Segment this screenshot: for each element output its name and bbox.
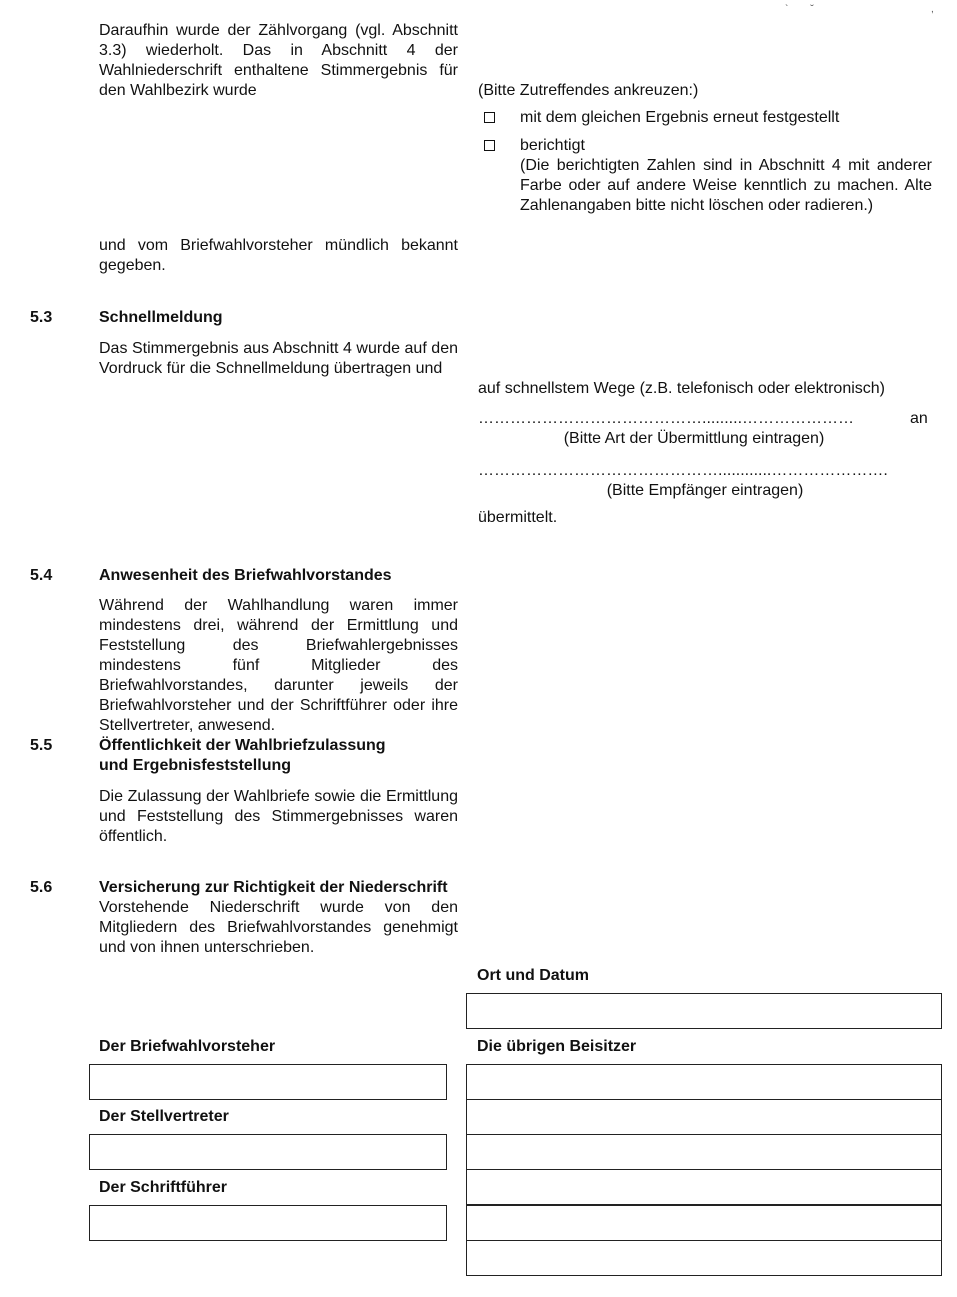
section-title-5-6: Versicherung zur Richtigkeit der Niederschrift <box>99 879 448 896</box>
transmitted-text: übermittelt. <box>478 509 558 526</box>
quick-report-text: Das Stimmergebnis aus Abschnitt 4 wurde auf den Vordruck für die Schnellmeldung übertragen und <box>99 340 458 377</box>
recount-paragraph: Daraufhin wurde der Zählvorgang (vgl. Abschnitt 3.3) wiederholt. Das in Abschnitt 4 der Wahlniederschrift enthaltene Stimmergebnis für den Wahlbezirk wurde <box>99 22 458 99</box>
section-number-5-4: 5.4 <box>30 567 53 584</box>
others-label: Die übrigen Beisitzer <box>477 1038 637 1055</box>
checkbox-corrected[interactable] <box>484 140 495 151</box>
section-number-5-6: 5.6 <box>30 879 53 896</box>
assessor-signature-field[interactable] <box>466 1205 942 1241</box>
secretary-signature-field[interactable] <box>89 1205 447 1241</box>
scan-mark: , <box>931 4 934 15</box>
assessor-signature-field[interactable] <box>466 1064 942 1100</box>
section-title-5-5-line2: und Ergebnisfeststellung <box>99 757 292 774</box>
quick-report-method-text: auf schnellstem Wege (z.B. telefonisch oder elektronisch) <box>478 380 886 397</box>
deputy-signature-field[interactable] <box>89 1134 447 1170</box>
secretary-label: Der Schriftführer <box>99 1179 228 1196</box>
section-title-5-4: Anwesenheit des Briefwahlvorstandes <box>99 567 392 584</box>
place-date-label: Ort und Datum <box>477 967 589 984</box>
publicity-text: Die Zulassung der Wahlbriefe sowie die Ermittlung und Feststellung des Stimmergebnisses waren öffentlich. <box>99 788 458 845</box>
recipient-hint: (Bitte Empfänger eintragen) <box>606 482 804 499</box>
checkbox-instruction: (Bitte Zutreffendes ankreuzen:) <box>478 82 699 99</box>
an-label: an <box>910 410 928 427</box>
checkbox-same-result[interactable] <box>484 112 495 123</box>
assessor-signature-field[interactable] <box>466 1169 942 1205</box>
scan-mark: ` ˘ <box>785 4 814 15</box>
deputy-label: Der Stellvertreter <box>99 1108 229 1125</box>
section-number-5-5: 5.5 <box>30 737 53 754</box>
certification-text: Vorstehende Niederschrift wurde von den Mitgliedern des Briefwahlvorstandes genehmigt und von ihnen unterschrieben. <box>99 899 458 956</box>
announcement-text: und vom Briefwahlvorsteher mündlich bekannt gegeben. <box>99 237 458 274</box>
chair-label: Der Briefwahlvorsteher <box>99 1038 276 1055</box>
assessor-signature-field[interactable] <box>466 1134 942 1170</box>
recipient-field[interactable]: ………………………………………............…………………. <box>478 462 888 479</box>
section-title-5-5-line1: Öffentlichkeit der Wahlbriefzulassung <box>99 737 386 754</box>
option-corrected-label: berichtigt <box>520 137 585 154</box>
place-date-field[interactable] <box>466 993 942 1029</box>
chair-signature-field[interactable] <box>89 1064 447 1100</box>
option-same-result-label: mit dem gleichen Ergebnis erneut festgestellt <box>520 109 840 126</box>
transmission-method-hint: (Bitte Art der Übermittlung eintragen) <box>563 430 825 447</box>
corrected-note: (Die berichtigten Zahlen sind in Abschnitt 4 mit anderer Farbe oder auf andere Weise kenntlich zu machen. Alte Zahlenangaben bitte nicht löschen oder radieren.) <box>520 157 932 214</box>
attendance-text: Während der Wahlhandlung waren immer mindestens drei, während der Ermittlung und Feststellung des Briefwahlergebnisses mindestens fünf Mitglieder des Briefwahlvorstandes, darunter jeweils der Briefwahlvorsteher und der Schriftführer oder ihre Stellvertreter, anwesend. <box>99 597 458 734</box>
transmission-method-field[interactable]: …………………………………….........………………… <box>478 410 855 427</box>
assessor-signature-field[interactable] <box>466 1240 942 1276</box>
section-number-5-3: 5.3 <box>30 309 53 326</box>
section-title-5-3: Schnellmeldung <box>99 309 223 326</box>
assessor-signature-field[interactable] <box>466 1099 942 1135</box>
